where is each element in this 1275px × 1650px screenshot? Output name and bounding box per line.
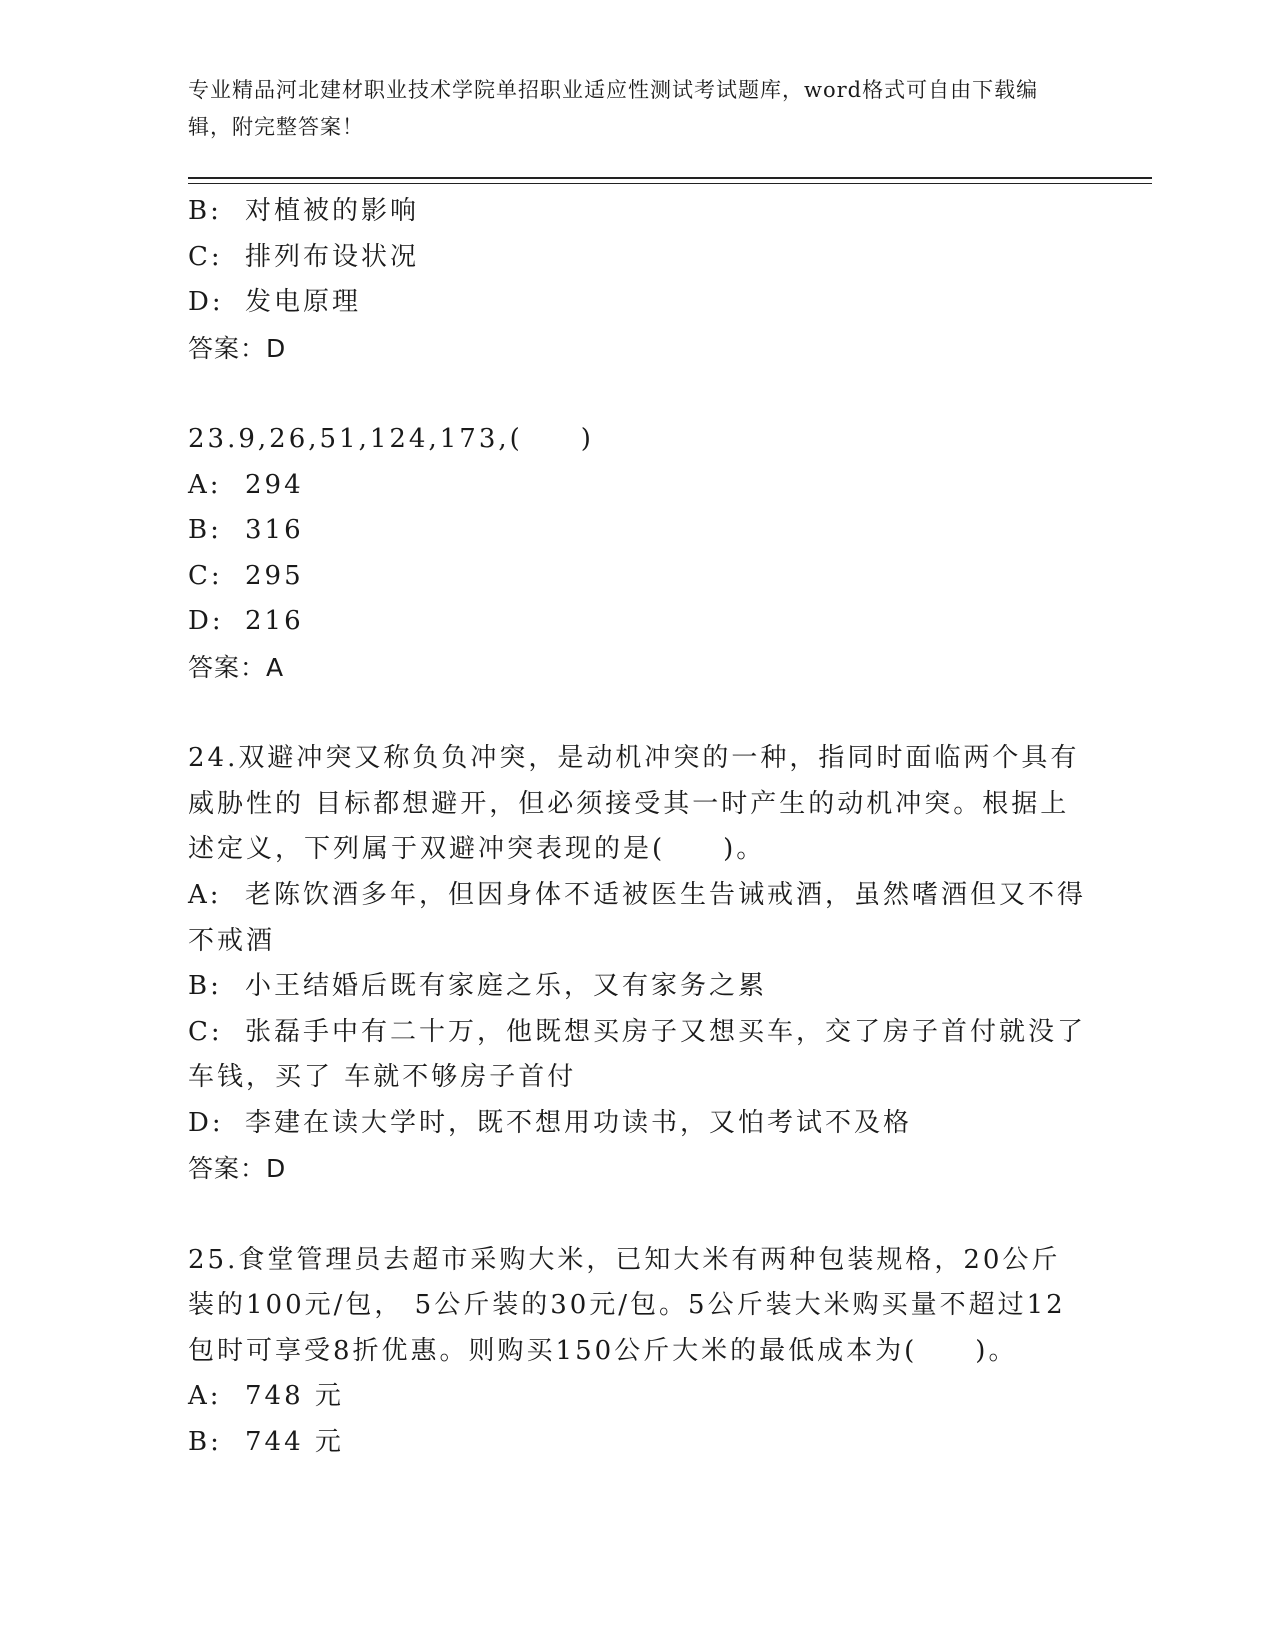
question-block-continued	[188, 189, 1088, 371]
option-text: 排列布设状况	[245, 241, 420, 272]
option-b	[188, 1420, 1088, 1466]
option-b	[188, 964, 1088, 1010]
option-d	[188, 1101, 1088, 1147]
option-text: 对植被的影响	[245, 196, 420, 226]
option-text: 748 元	[245, 1381, 344, 1412]
question-23	[188, 417, 1088, 691]
answer: 答案：D	[188, 333, 287, 363]
question-24	[188, 736, 1088, 1192]
option-c	[188, 235, 1088, 281]
option-label: D:	[188, 1107, 224, 1138]
document-header	[188, 72, 1068, 146]
option-label: B:	[188, 971, 222, 1002]
option-c	[188, 554, 1088, 600]
question-25	[188, 1238, 1088, 1466]
option-text: 316	[245, 515, 304, 546]
answer: 答案：A	[188, 652, 285, 682]
question-stem: 23.9,26,51,124,173,( )	[188, 423, 594, 454]
option-text: 张磊手中有二十万，他既想买房子又想买车，交了房子首付就没了车钱，买了 车就不够房子首付	[188, 1016, 1087, 1093]
option-text: 小王结婚后既有家庭之乐，又有家务之累	[245, 971, 768, 1002]
option-text: 李建在读大学时，既不想用功读书，又怕考试不及格	[245, 1107, 913, 1138]
question-content	[188, 189, 1088, 1466]
option-a	[188, 873, 1088, 964]
header-rule-thick	[188, 177, 1152, 179]
option-label: A:	[188, 879, 222, 910]
option-label: D:	[188, 287, 224, 318]
option-a	[188, 463, 1088, 509]
header-text: 专业精品河北建材职业技术学院单招职业适应性测试考试题库，word格式可自由下载编辑，附完整答案！	[188, 78, 1039, 139]
option-label: D:	[188, 606, 224, 637]
option-b	[188, 508, 1088, 554]
header-rule-thin	[188, 183, 1152, 184]
option-label: B:	[188, 196, 222, 226]
option-label: A:	[188, 469, 222, 500]
option-label: C:	[188, 560, 223, 591]
option-b	[188, 189, 1088, 235]
option-c	[188, 1010, 1088, 1101]
option-label: B:	[188, 1427, 222, 1458]
option-label: A:	[188, 1381, 222, 1412]
spacer	[188, 1192, 1088, 1238]
option-label: C:	[188, 1016, 223, 1047]
option-label: B:	[188, 515, 222, 546]
option-d	[188, 599, 1088, 645]
option-a	[188, 1374, 1088, 1420]
spacer	[188, 691, 1088, 737]
option-text: 216	[245, 606, 304, 637]
spacer	[188, 371, 1088, 417]
option-text: 老陈饮酒多年，但因身体不适被医生告诫戒酒，虽然嗜酒但又不得不戒酒	[188, 879, 1087, 956]
option-d	[188, 280, 1088, 326]
option-label: C:	[188, 241, 223, 272]
option-text: 295	[245, 560, 304, 591]
option-text: 744 元	[245, 1427, 344, 1458]
question-stem: 24.双避冲突又称负负冲突，是动机冲突的一种，指同时面临两个具有威胁性的 目标都想避开，但必须接受其一时产生的动机冲突。根据上述定义，下列属于双避冲突表现的是( )。	[188, 743, 1080, 865]
question-stem: 25.食堂管理员去超市采购大米，已知大米有两种包装规格，20公斤装的100元/包， 5公斤装的30元/包。5公斤装大米购买量不超过12包时可享受8折优惠。则购买150公斤大米的最低成本为( )。	[188, 1244, 1066, 1366]
option-text: 发电原理	[245, 287, 362, 318]
option-text: 294	[245, 469, 304, 500]
answer: 答案：D	[188, 1154, 287, 1184]
